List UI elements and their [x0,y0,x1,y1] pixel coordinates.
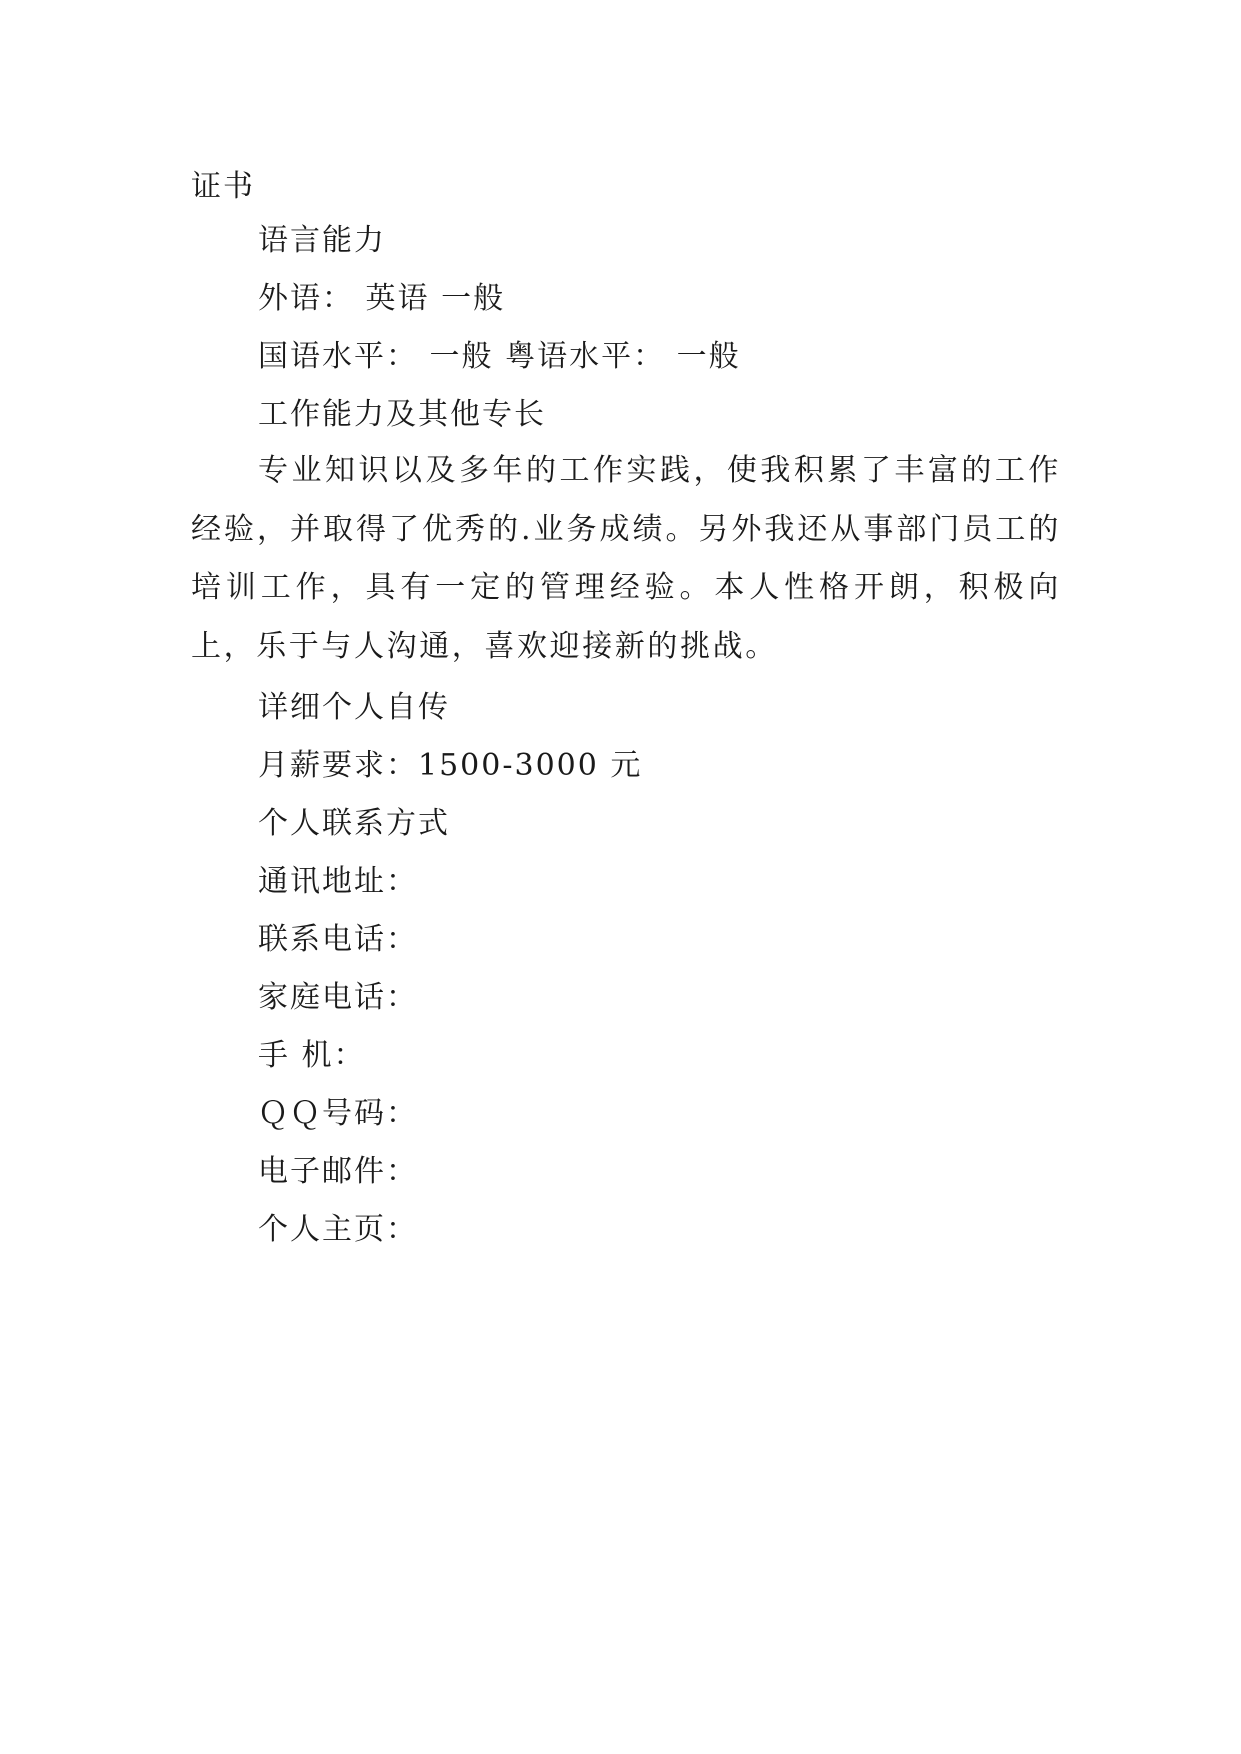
bio-heading: 详细个人自传 [258,690,450,725]
work-skills-heading: 工作能力及其他专长 [258,397,546,432]
foreign-language-line: 外语： 英语 一般 [258,281,506,316]
mobile-field-label: 手 机： [258,1038,366,1073]
homepage-field-label: 个人主页： [258,1212,418,1247]
phone-field-label: 联系电话： [258,922,418,957]
salary-requirement: 月薪要求：1500-3000 元 [258,748,643,783]
dialect-level-line: 国语水平： 一般 粤语水平： 一般 [258,339,741,374]
qq-field-label: ＱＱ号码： [258,1096,418,1131]
work-skills-paragraph: 专业知识以及多年的工作实践，使我积累了丰富的工作经验，并取得了优秀的.业务成绩。另外我还从事部门员工的培训工作，具有一定的管理经验。本人性格开朗，积极向上，乐于与人沟通，喜欢迎接新的挑战。 [191,453,1061,664]
address-field-label: 通讯地址： [258,864,418,899]
home-phone-field-label: 家庭电话： [258,980,418,1015]
language-ability-heading: 语言能力 [258,223,386,258]
contact-heading: 个人联系方式 [258,806,450,841]
certificate-label: 证书 [191,169,255,204]
email-field-label: 电子邮件： [258,1154,418,1189]
